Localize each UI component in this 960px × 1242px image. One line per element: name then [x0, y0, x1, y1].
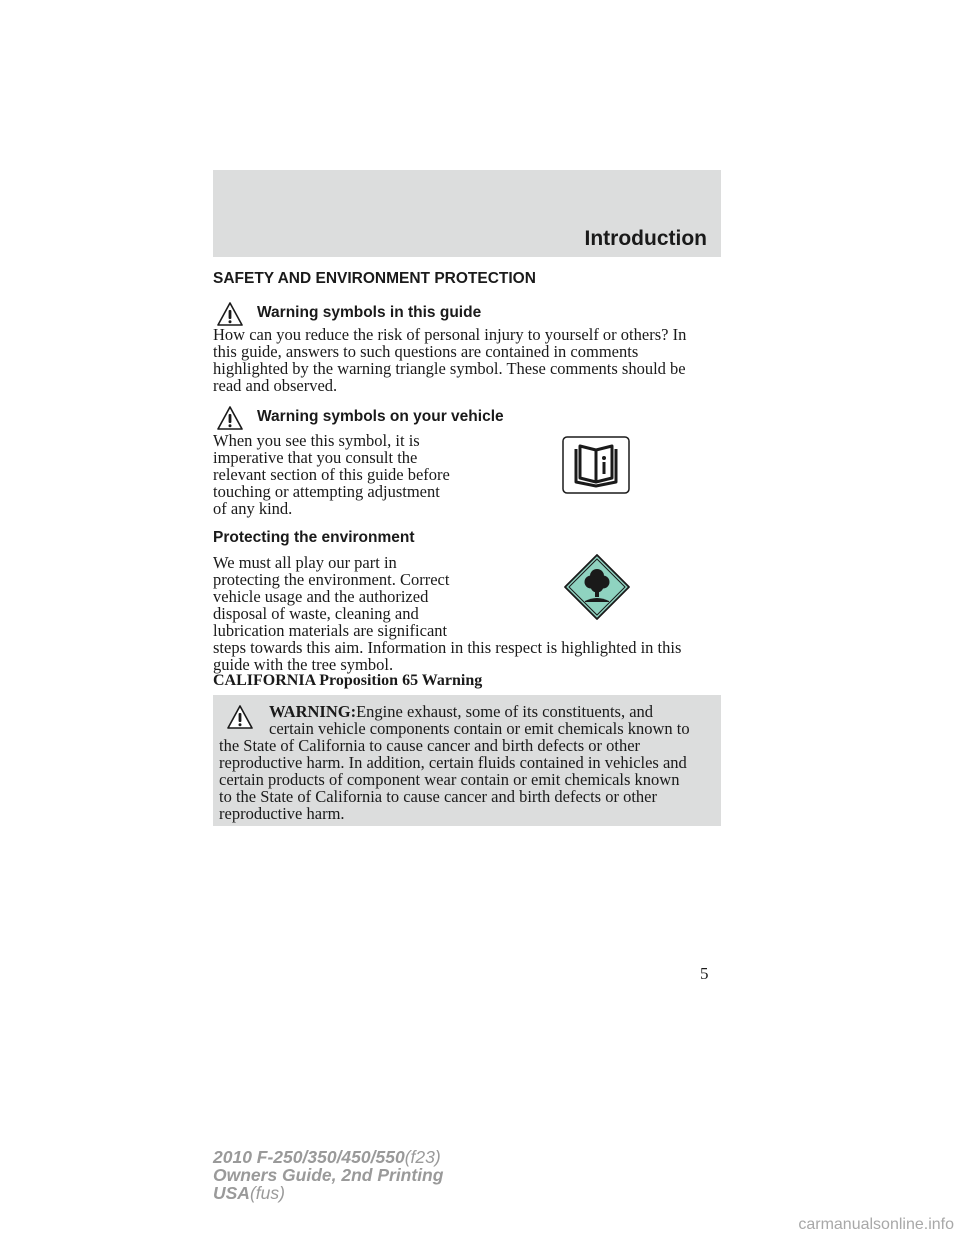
text-line: vehicle usage and the authorized — [213, 587, 429, 606]
chapter-header — [213, 170, 721, 257]
main-heading: SAFETY AND ENVIRONMENT PROTECTION — [213, 270, 536, 287]
warning-triangle-icon — [217, 406, 243, 430]
text-line: reproductive harm. In addition, certain fluids contained in vehicles and — [219, 753, 687, 772]
warning-label: WARNING: — [269, 702, 357, 721]
footer-line-model: 2010 F-250/350/450/550(f23) — [213, 1147, 441, 1167]
text-line: the State of California to cause cancer and birth defects or other — [219, 736, 641, 755]
text-line — [219, 703, 713, 720]
vehicle-symbols-heading: Warning symbols on your vehicle — [257, 408, 504, 425]
page-number: 5 — [700, 964, 709, 983]
footer-line-printing: Owners Guide, 2nd Printing — [213, 1165, 444, 1185]
text-line: protecting the environment. Correct — [213, 570, 450, 589]
text-line: of any kind. — [213, 499, 293, 518]
guide-symbols-heading: Warning symbols in this guide — [257, 304, 482, 321]
warning-triangle-icon — [217, 302, 243, 326]
text-line: this guide, answers to such questions are contained in comments — [213, 342, 639, 361]
text-line: disposal of waste, cleaning and — [213, 604, 419, 623]
california-heading: CALIFORNIA Proposition 65 Warning — [213, 672, 483, 689]
text-line: highlighted by the warning triangle symbol. These comments should be — [213, 359, 686, 378]
owners-guide-book-icon — [562, 436, 630, 494]
environment-paragraph — [213, 554, 723, 673]
text-line: to the State of California to cause cancer and birth defects or other — [219, 787, 657, 806]
vehicle-symbols-paragraph — [213, 432, 513, 517]
chapter-title: Introduction — [584, 227, 707, 250]
text-line: How can you reduce the risk of personal injury to yourself or others? In — [213, 325, 687, 344]
watermark: carmanualsonline.info — [798, 1216, 954, 1233]
text-line: certain vehicle components contain or emit chemicals known to — [269, 719, 690, 738]
text-line: We must all play our part in — [213, 553, 397, 572]
text-line: lubrication materials are significant — [213, 621, 448, 640]
environment-heading: Protecting the environment — [213, 529, 415, 546]
text-line: touching or attempting adjustment — [213, 482, 440, 501]
prop65-warning-box — [213, 695, 721, 826]
prop65-warning-text — [219, 703, 713, 822]
warning-first-line: Engine exhaust, some of its constituents, and — [356, 702, 654, 721]
document-footer — [213, 1148, 443, 1202]
text-line: relevant section of this guide before — [213, 465, 450, 484]
text-line: guide with the tree symbol. — [213, 655, 394, 674]
text-line: read and observed. — [213, 376, 338, 395]
text-line: imperative that you consult the — [213, 448, 418, 467]
text-line: When you see this symbol, it is — [213, 431, 420, 450]
text-line: steps towards this aim. Information in this respect is highlighted in this — [213, 638, 682, 657]
tree-diamond-icon — [563, 553, 631, 621]
guide-symbols-paragraph — [213, 326, 723, 394]
footer-line-market: USA(fus) — [213, 1183, 285, 1203]
text-line: certain products of component wear contain or emit chemicals known — [219, 770, 680, 789]
text-line: reproductive harm. — [219, 804, 345, 823]
